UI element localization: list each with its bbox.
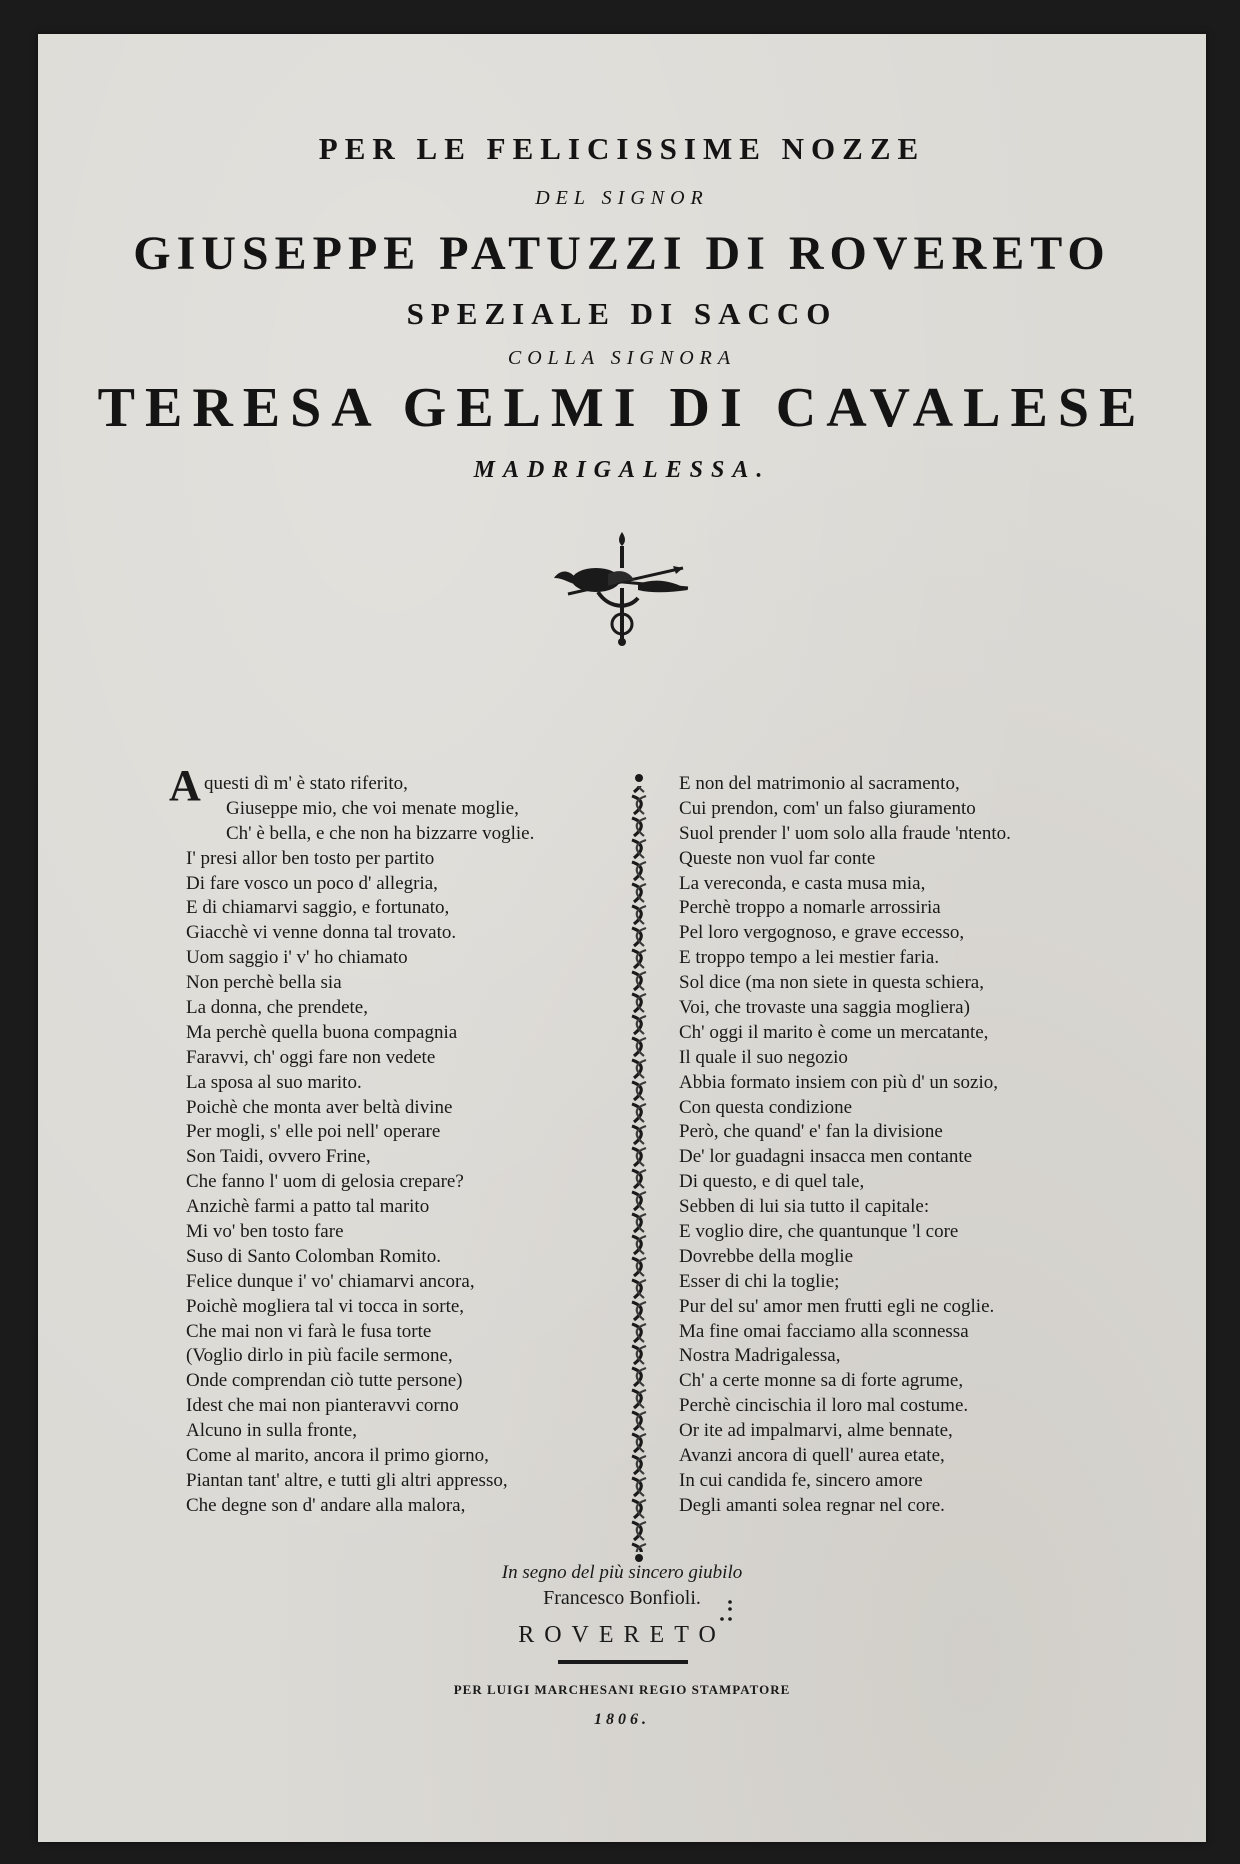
poem-line: Cui prendon, com' un falso giuramento: [679, 797, 976, 819]
drop-cap: A: [169, 761, 201, 810]
poem-line: Pel loro vergognoso, e grave eccesso,: [679, 922, 965, 944]
poem-line: Faravvi, ch' oggi fare non vedete: [186, 1046, 436, 1068]
poem-line: La donna, che prendete,: [186, 997, 368, 1019]
poem-line: Degli amanti solea regnar nel core.: [679, 1494, 945, 1516]
poem-line: I' presi allor ben tosto per partito: [186, 847, 435, 869]
poem-line: E troppo tempo a lei mestier faria.: [679, 947, 940, 969]
poem-line: Dovrebbe della moglie: [679, 1245, 854, 1267]
poem-line: Suol prender l' uom solo alla fraude 'ntento.: [679, 822, 1011, 844]
poem-line: La sposa al suo marito.: [186, 1071, 362, 1093]
poem-line: Avanzi ancora di quell' aurea etate,: [679, 1445, 945, 1467]
twisted-rope-divider: [628, 772, 650, 1566]
title-line-5: COLLA SIGNORA: [507, 347, 737, 369]
poem-line: Voi, che trovaste una saggia mogliera): [679, 997, 970, 1019]
footer-rule: [558, 1658, 688, 1666]
poem-line: Abbia formato insiem con più d' un sozio,: [679, 1071, 998, 1093]
poem-line: Il quale il suo negozio: [679, 1046, 848, 1068]
poem-line: Di fare vosco un poco d' allegria,: [186, 872, 438, 894]
poem-line: Nostra Madrigalessa,: [679, 1345, 841, 1367]
poem-line: De' lor guadagni insacca men contante: [679, 1146, 973, 1168]
poem-line: Piantan tant' altre, e tutti gli altri appresso,: [186, 1469, 508, 1491]
poem-line: La vereconda, e casta musa mia,: [679, 872, 926, 894]
genre-title: MADRIGALESSA.: [473, 457, 771, 483]
poem-line: E voglio dire, che quantunque 'l core: [679, 1221, 959, 1243]
poem-line: Non perchè bella sia: [186, 972, 342, 994]
place-name: ROVERETO: [518, 1622, 726, 1648]
poem-line: Anzichè farmi a patto tal marito: [186, 1196, 430, 1218]
poem-line: Idest che mai non pianteravvi corno: [186, 1395, 459, 1417]
poem-line: Perchè troppo a nomarle arrossiria: [679, 897, 941, 919]
poem-line: Son Taidi, ovvero Frine,: [186, 1146, 371, 1168]
poem-line: Or ite ad impalmarvi, alme bennate,: [679, 1420, 953, 1442]
title-line-1: PER LE FELICISSIME NOZZE: [318, 131, 926, 166]
ornamental-dots-icon: [718, 1597, 736, 1627]
poem-line: Come al marito, ancora il primo giorno,: [186, 1445, 489, 1467]
title-line-2: DEL SIGNOR: [535, 187, 709, 209]
printer-line: PER LUIGI MARCHESANI REGIO STAMPATORE: [453, 1682, 791, 1697]
bride-name: TERESA GELMI DI CAVALESE: [97, 377, 1147, 439]
poem-left-column: [169, 761, 656, 1519]
dedication-line: In segno del più sincero giubilo: [501, 1562, 743, 1583]
torch-bird-arrows-ornament-icon: [538, 528, 708, 648]
poem-line: Poichè mogliera tal vi tocca in sorte,: [186, 1295, 465, 1317]
poem-line: Perchè cincischia il loro mal costume.: [679, 1395, 969, 1417]
poem-line: E di chiamarvi saggio, e fortunato,: [186, 897, 450, 919]
poem-line: Queste non vuol far conte: [679, 847, 876, 869]
poem-line: Che fanno l' uom di gelosia crepare?: [186, 1171, 464, 1193]
poem-right-column: [679, 772, 1159, 1519]
poem-line: Ch' è bella, e che non ha bizzarre voglie.: [226, 822, 535, 844]
broadsheet-page: [38, 34, 1206, 1842]
groom-profession: SPEZIALE DI SACCO: [406, 296, 838, 331]
poem-line: Felice dunque i' vo' chiamarvi ancora,: [186, 1270, 475, 1292]
author-signature: Francesco Bonfioli.: [543, 1587, 701, 1609]
poem-line: Sol dice (ma non siete in questa schiera,: [679, 972, 984, 994]
poem-line: Uom saggio i' v' ho chiamato: [186, 947, 408, 969]
poem-line: Però, che quand' e' fan la divisione: [679, 1121, 943, 1143]
poem-line: Mi vo' ben tosto fare: [186, 1221, 344, 1243]
poem-line: Con questa condizione: [679, 1096, 853, 1118]
poem-line: Alcuno in sulla fronte,: [186, 1420, 357, 1442]
poem-line: Sebben di lui sia tutto il capitale:: [679, 1196, 930, 1218]
poem-line: E non del matrimonio al sacramento,: [679, 773, 960, 794]
poem-line: Poichè che monta aver beltà divine: [186, 1096, 453, 1118]
poem-line: Ma perchè quella buona compagnia: [186, 1021, 458, 1043]
poem-line: Ch' a certe monne sa di forte agrume,: [679, 1370, 964, 1392]
poem-line: Pur del su' amor men frutti egli ne coglie.: [679, 1295, 995, 1317]
poem-line: Di questo, e di quel tale,: [679, 1171, 865, 1193]
poem-line: Suso di Santo Colomban Romito.: [186, 1245, 441, 1267]
poem-line: Per mogli, s' elle poi nell' operare: [186, 1121, 441, 1143]
poem-line: Ma fine omai facciamo alla sconnessa: [679, 1320, 969, 1342]
poem-line: Esser di chi la toglie;: [679, 1270, 840, 1292]
poem-line: Ch' oggi il marito è come un mercatante,: [679, 1021, 989, 1043]
poem-line: Giuseppe mio, che voi menate moglie,: [226, 797, 519, 819]
publication-year: 1806.: [594, 1711, 650, 1728]
poem-line: Giacchè vi venne donna tal trovato.: [186, 922, 457, 944]
poem-line: In cui candida fe, sincero amore: [679, 1469, 923, 1491]
poem-line: (Voglio dirlo in più facile sermone,: [186, 1345, 453, 1367]
poem-line: questi dì m' è stato riferito,: [204, 773, 408, 794]
poem-line: Che degne son d' andare alla malora,: [186, 1494, 466, 1516]
poem-line: Che mai non vi farà le fusa torte: [186, 1320, 432, 1342]
groom-name: GIUSEPPE PATUZZI DI ROVERETO: [133, 227, 1111, 280]
poem-line: Onde comprendan ciò tutte persone): [186, 1370, 463, 1392]
